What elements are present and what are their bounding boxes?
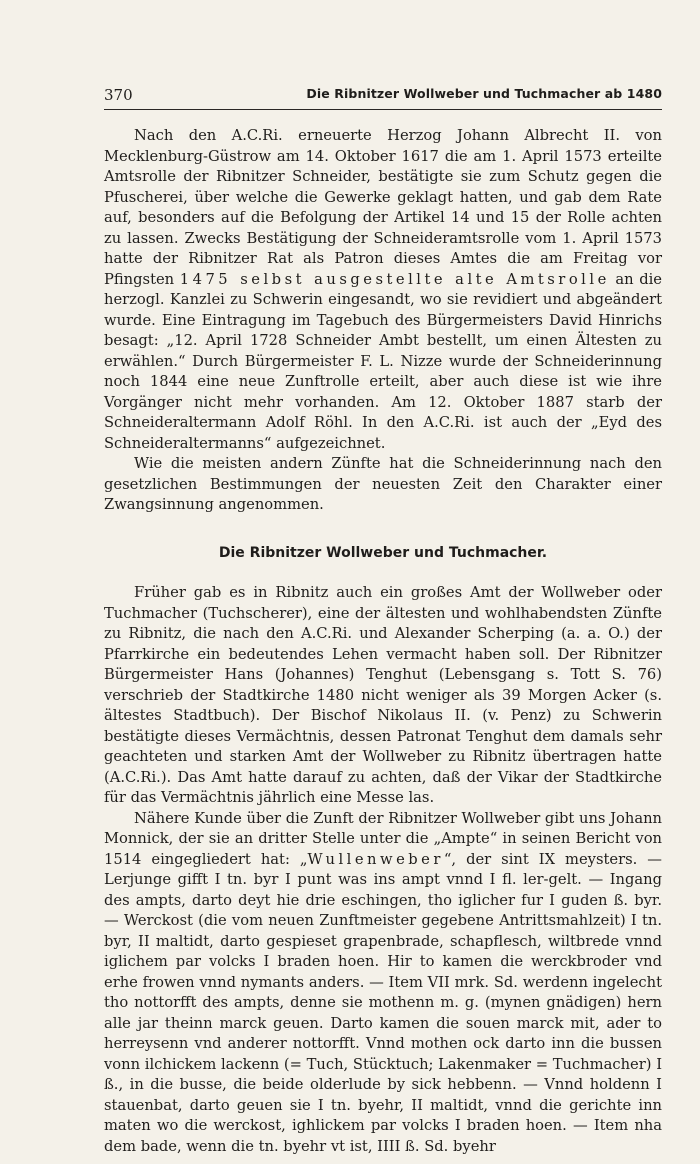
spaced-emphasis: 1475 selbst ausgestellte alte Amtsrolle [179,270,610,288]
paragraph-text: an die herzogl. Kanzlei zu Schwerin eingesandt, wo sie revidiert und abgeändert wurde. Eine Eintragung im Tagebuch des Bürgermeisters David Hinrichs besagt: „12. April 1728 Schneider Ambt bestellt, um einen Ältesten zu erwählen.“ Durch Bürgermeister F. L. Nizze wurde der Schneiderinnung noch 1844 eine neue Zunftrolle erteilt, aber auch diese ist wie ihre Vorgänger nicht mehr vorhanden. Am 12. Oktober 1887 starb der Schneideraltermann Adolf Röhl. In den A.C.Ri. ist auch der „Eyd des Schneideraltermanns“ aufgezeichnet. [104,270,662,452]
paragraph-text: “, der sint IX meysters. — Lerjunge gifft I tn. byr I punt was ins ampt vnnd I fl. ler-gelt. — Ingang des ampts, darto deyt hie drie eschingen, tho iglicher fur I guden ß. byr. — Werckost (die vom neuen Zunftmeister gegebene Antrittsmahlzeit) I tn. byr, II maltidt, darto gespieset grapenbrade, schapflesch, wiltbrede vnnd iglichem par volcks I braden hoen. Hir to kamen die werckbroder vnd erhe frowen vnnd nymants anders. — Item VII mrk. Sd. werdenn ingelecht tho nottorfft des ampts, denne sie mothenn m. g. (mynen gnädigen) hern alle jar theinn marck geuen. Darto kamen die souen marck mit, ader to herreysenn vnd anderer nottorfft. Vnnd mothen ock darto inn die bussen vonn ilchickem lackenn (= Tuch, Stücktuch; Lakenmaker = Tuchmacher) I ß., in die busse, die beide olderlude by sick hebbenn. — Vnnd holdenn I stauenbat, darto geuen sie I tn. byehr, II maltidt, vnnd die gerichte inn maten wo die werckost, ighlickem par volcks I braden hoen. — Item nha dem bade, wenn die tn. byehr vt ist, IIII ß. Sd. byehr [104,850,662,1155]
page-body [104,126,662,1157]
spaced-emphasis: Wullenweber [307,850,444,868]
paragraph-schneider-rolle [104,126,662,454]
paragraph-monnick-bericht [104,809,662,1158]
page-header [104,84,662,108]
running-title: Die Ribnitzer Wollweber und Tuchmacher ab 1480 [306,86,662,101]
paragraph-text: Nach den A.C.Ri. erneuerte Herzog Johann Albrecht II. von Mecklenburg-Güstrow am 14. Oktober 1617 die am 1. April 1573 erteilte Amtsrolle der Ribnitzer Schneider, bestätigte sie zum Schutz gegen die Pfuscherei, über welche die Gewerke geklagt hatten, und gab dem Rate auf, besonders auf die Befolgung der Artikel 14 und 15 der Rolle achten zu lassen. Zwecks Bestätigung der Schneideramtsrolle vom 1. April 1573 hatte der Ribnitzer Rat als Patron dieses Amtes die am Freitag vor Pfingsten [104,127,662,288]
section-heading: Die Ribnitzer Wollweber und Tuchmacher. [218,544,548,561]
paragraph-zwangsinnung: Wie die meisten andern Zünfte hat die Schneiderinnung nach den gesetzlichen Bestimmungen der neuesten Zeit den Charakter einer Zwangsinnung angenommen. [104,455,662,513]
paragraph-text: Nähere Kunde über die Zunft der Ribnitzer Wollweber gibt uns Johann Monnick, der sie an dritter Stelle unter die „Ampte“ in seinen Bericht von 1514 eingegliedert hat: „ [104,809,662,868]
page-number: 370 [104,86,133,104]
paragraph-wollweber-amt: Früher gab es in Ribnitz auch ein großes Amt der Wollweber oder Tuchmacher (Tuchscherer), eine der ältesten und wohlhabendsten Zünfte zu Ribnitz, die nach den A.C.Ri. und Alexander Scherping (a. a. O.) der Pfarrkirche ein bedeutendes Lehen vermacht haben soll. Der Ribnitzer Bürgermeister Hans (Johannes) Tenghut (Lebensgang s. Tott S. 76) verschrieb der Stadtkirche 1480 nicht weniger als 39 Morgen Acker (s. ältestes Stadtbuch). Der Bischof Nikolaus II. (v. Penz) zu Schwerin bestätigte dieses Vermächtnis, dessen Patronat Tenghut dem damals sehr geachteten und starken Amt der Wollweber zu Ribnitz übertragen hatte (A.C.Ri.). Das Amt hatte darauf zu achten, daß der Vikar der Stadtkirche für das Vermächtnis jährlich eine Messe las. [104,584,662,806]
header-rule [104,109,662,110]
